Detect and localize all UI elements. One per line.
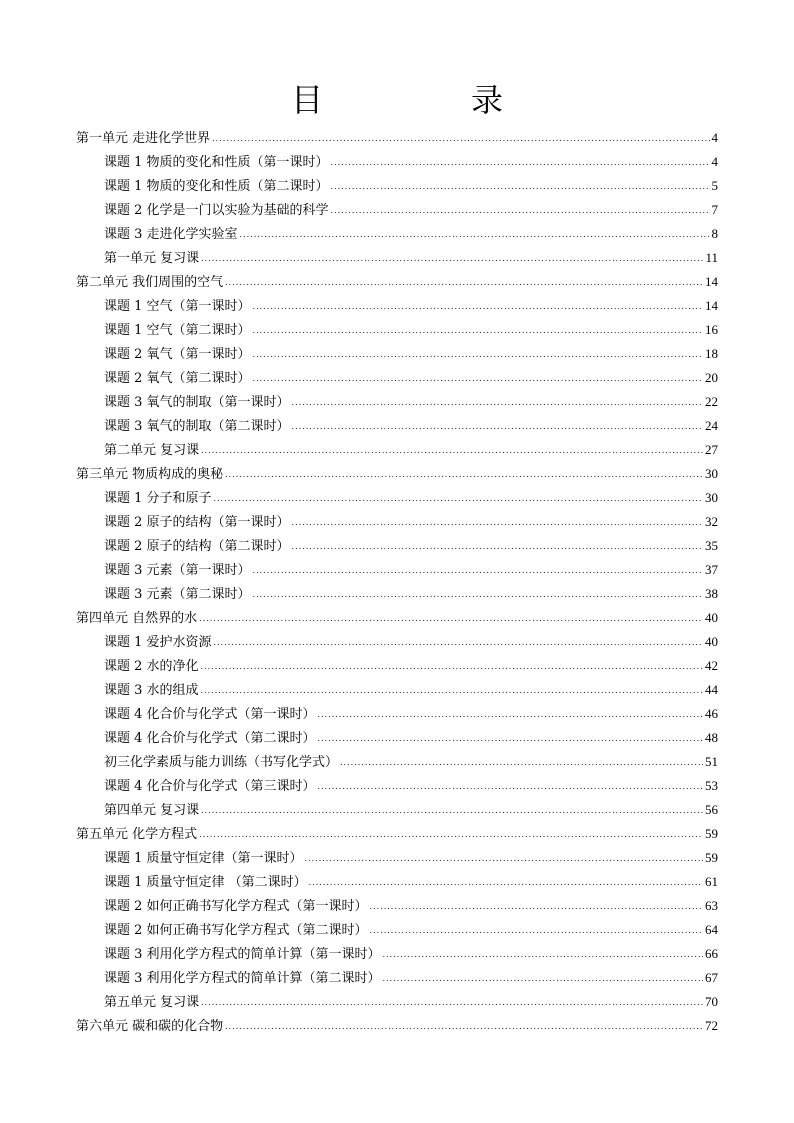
toc-entry-page: 48: [705, 730, 718, 745]
dot-leader: [292, 415, 703, 439]
dot-leader: [305, 847, 703, 871]
dot-leader: [309, 871, 703, 895]
toc-lesson-entry[interactable]: [76, 366, 718, 390]
dot-leader: [253, 583, 703, 607]
toc-entry-page: 42: [705, 658, 718, 673]
toc-lesson-entry[interactable]: [76, 558, 718, 582]
toc-entry-label: 课题 2 氧气（第一课时）: [104, 347, 251, 362]
toc-entry-page: 63: [705, 898, 718, 913]
toc-entry-page: 32: [705, 514, 718, 529]
dot-leader: [318, 703, 703, 727]
toc-entry-page: 14: [705, 274, 718, 289]
toc-lesson-entry[interactable]: [76, 990, 718, 1014]
toc-entry-page: 8: [711, 226, 718, 241]
toc-lesson-entry[interactable]: [76, 294, 718, 318]
toc-entry-label: 课题 2 氧气（第二课时）: [104, 371, 251, 386]
toc-unit-entry[interactable]: [76, 270, 718, 294]
dot-leader: [199, 607, 703, 631]
toc-lesson-entry[interactable]: [76, 894, 718, 918]
dot-leader: [370, 919, 703, 943]
toc-entry-label: 第四单元 复习课: [104, 803, 200, 818]
dot-leader: [240, 223, 710, 247]
toc-lesson-entry[interactable]: [76, 846, 718, 870]
toc-entry-label: 课题 1 质量守恒定律（第一课时）: [104, 851, 303, 866]
toc-entry-label: 课题 3 水的组成: [104, 683, 199, 698]
dot-leader: [214, 631, 703, 655]
toc-entry-page: 37: [705, 562, 718, 577]
toc-lesson-entry[interactable]: [76, 342, 718, 366]
toc-entry-label: 第三单元 物质构成的奥秘: [76, 467, 224, 482]
toc-lesson-entry[interactable]: [76, 582, 718, 606]
toc-entry-page: 14: [705, 298, 718, 313]
toc-lesson-entry[interactable]: [76, 942, 718, 966]
toc-entry-page: 24: [705, 418, 718, 433]
toc-entry-label: 课题 3 氧气的制取（第二课时）: [104, 419, 290, 434]
toc-lesson-entry[interactable]: [76, 510, 718, 534]
toc-lesson-entry[interactable]: [76, 174, 718, 198]
toc-lesson-entry[interactable]: [76, 966, 718, 990]
toc-lesson-entry[interactable]: [76, 798, 718, 822]
toc-entry-label: 课题 3 氧气的制取（第一课时）: [104, 395, 290, 410]
toc-entry-label: 第一单元 复习课: [104, 251, 200, 266]
toc-entry-page: 40: [705, 634, 718, 649]
toc-entry-label: 课题 2 化学是一门以实验为基础的科学: [104, 203, 329, 218]
toc-entry-label: 课题 2 原子的结构（第一课时）: [104, 515, 290, 530]
toc-lesson-entry[interactable]: [76, 222, 718, 246]
toc-entry-page: 20: [705, 370, 718, 385]
toc-entry-page: 56: [705, 802, 718, 817]
toc-lesson-entry[interactable]: [76, 702, 718, 726]
dot-leader: [225, 271, 703, 295]
toc-entry-label: 课题 3 利用化学方程式的简单计算（第一课时）: [104, 947, 381, 962]
toc-entry-label: 课题 3 利用化学方程式的简单计算（第二课时）: [104, 971, 381, 986]
dot-leader: [370, 895, 703, 919]
dot-leader: [253, 295, 703, 319]
dot-leader: [225, 463, 703, 487]
toc-entry-label: 课题 3 元素（第一课时）: [104, 563, 251, 578]
dot-leader: [331, 199, 710, 223]
toc-unit-entry[interactable]: [76, 822, 718, 846]
toc-entry-label: 课题 1 分子和原子: [104, 491, 212, 506]
toc-lesson-entry[interactable]: [76, 630, 718, 654]
toc-lesson-entry[interactable]: [76, 246, 718, 270]
toc-entry-page: 22: [705, 394, 718, 409]
toc-entry-page: 59: [705, 826, 718, 841]
toc-entry-label: 课题 4 化合价与化学式（第三课时）: [104, 779, 316, 794]
toc-entry-page: 7: [711, 202, 718, 217]
toc-lesson-entry[interactable]: [76, 654, 718, 678]
toc-lesson-entry[interactable]: [76, 750, 718, 774]
toc-entry-label: 第四单元 自然界的水: [76, 611, 198, 626]
toc-entry-page: 53: [705, 778, 718, 793]
dot-leader: [383, 943, 703, 967]
toc-entry-page: 66: [705, 946, 718, 961]
toc-entry-label: 课题 3 走进化学实验室: [104, 227, 238, 242]
dot-leader: [201, 247, 703, 271]
dot-leader: [214, 487, 703, 511]
toc-entry-label: 初三化学素质与能力训练（书写化学式）: [104, 755, 339, 770]
toc-entry-page: 11: [705, 250, 718, 265]
dot-leader: [199, 823, 703, 847]
dot-leader: [292, 391, 703, 415]
toc-lesson-entry[interactable]: [76, 918, 718, 942]
toc-entry-label: 第五单元 化学方程式: [76, 827, 198, 842]
toc-lesson-entry[interactable]: [76, 198, 718, 222]
toc-entry-label: 课题 1 空气（第二课时）: [104, 323, 251, 338]
toc-entry-page: 5: [711, 178, 718, 193]
toc-entry-page: 30: [705, 466, 718, 481]
toc-entry-label: 第一单元 走进化学世界: [76, 131, 211, 146]
dot-leader: [201, 799, 703, 823]
dot-leader: [201, 655, 703, 679]
toc-entry-label: 课题 4 化合价与化学式（第一课时）: [104, 707, 316, 722]
toc-lesson-entry[interactable]: [76, 438, 718, 462]
toc-entry-page: 4: [711, 130, 718, 145]
toc-lesson-entry[interactable]: [76, 414, 718, 438]
dot-leader: [292, 535, 703, 559]
toc-entry-label: 课题 2 如何正确书写化学方程式（第二课时）: [104, 923, 368, 938]
dot-leader: [253, 319, 703, 343]
toc-entry-page: 70: [705, 994, 718, 1009]
dot-leader: [340, 751, 703, 775]
dot-leader: [318, 727, 703, 751]
toc-lesson-entry[interactable]: [76, 318, 718, 342]
toc-entry-page: 67: [705, 970, 718, 985]
toc-lesson-entry[interactable]: [76, 678, 718, 702]
dot-leader: [318, 775, 703, 799]
toc-lesson-entry[interactable]: [76, 870, 718, 894]
toc-lesson-entry[interactable]: [76, 390, 718, 414]
toc-entry-page: 59: [705, 850, 718, 865]
toc-entry-page: 40: [705, 610, 718, 625]
table-of-contents: [76, 126, 718, 1038]
toc-entry-page: 44: [705, 682, 718, 697]
toc-lesson-entry[interactable]: [76, 774, 718, 798]
toc-entry-label: 第二单元 复习课: [104, 443, 200, 458]
toc-entry-page: 46: [705, 706, 718, 721]
toc-entry-page: 30: [705, 490, 718, 505]
toc-entry-label: 第五单元 复习课: [104, 995, 200, 1010]
dot-leader: [201, 439, 703, 463]
toc-lesson-entry[interactable]: [76, 534, 718, 558]
toc-unit-entry[interactable]: [76, 126, 718, 150]
toc-lesson-entry[interactable]: [76, 486, 718, 510]
toc-entry-label: 课题 1 物质的变化和性质（第一课时）: [104, 155, 329, 170]
toc-entry-label: 课题 1 物质的变化和性质（第二课时）: [104, 179, 329, 194]
dot-leader: [331, 151, 710, 175]
toc-entry-label: 课题 2 原子的结构（第二课时）: [104, 539, 290, 554]
dot-leader: [331, 175, 710, 199]
toc-entry-page: 27: [705, 442, 718, 457]
dot-leader: [201, 679, 703, 703]
toc-unit-entry[interactable]: [76, 462, 718, 486]
toc-lesson-entry[interactable]: [76, 150, 718, 174]
toc-entry-label: 课题 3 元素（第二课时）: [104, 587, 251, 602]
toc-entry-label: 课题 4 化合价与化学式（第二课时）: [104, 731, 316, 746]
toc-entry-page: 64: [705, 922, 718, 937]
page-title: 目 录: [290, 81, 561, 119]
dot-leader: [292, 511, 703, 535]
dot-leader: [383, 967, 703, 991]
toc-entry-label: 课题 1 质量守恒定律 （第二课时）: [104, 875, 307, 890]
toc-entry-page: 16: [705, 322, 718, 337]
dot-leader: [212, 127, 709, 151]
dot-leader: [253, 367, 703, 391]
toc-entry-page: 51: [705, 754, 718, 769]
toc-entry-label: 第二单元 我们周围的空气: [76, 275, 224, 290]
toc-entry-label: 课题 1 空气（第一课时）: [104, 299, 251, 314]
dot-leader: [253, 559, 703, 583]
dot-leader: [201, 991, 703, 1015]
dot-leader: [253, 343, 703, 367]
toc-entry-page: 38: [705, 586, 718, 601]
toc-entry-label: 课题 2 水的净化: [104, 659, 199, 674]
toc-unit-entry[interactable]: [76, 606, 718, 630]
dot-leader: [225, 1015, 703, 1039]
toc-entry-label: 课题 2 如何正确书写化学方程式（第一课时）: [104, 899, 368, 914]
toc-entry-page: 72: [705, 1018, 718, 1033]
toc-entry-label: 课题 1 爱护水资源: [104, 635, 212, 650]
toc-entry-page: 18: [705, 346, 718, 361]
toc-lesson-entry[interactable]: [76, 726, 718, 750]
toc-unit-entry[interactable]: [76, 1014, 718, 1038]
toc-entry-page: 61: [705, 874, 718, 889]
toc-entry-label: 第六单元 碳和碳的化合物: [76, 1019, 224, 1034]
toc-entry-page: 35: [705, 538, 718, 553]
toc-entry-page: 4: [711, 154, 718, 169]
